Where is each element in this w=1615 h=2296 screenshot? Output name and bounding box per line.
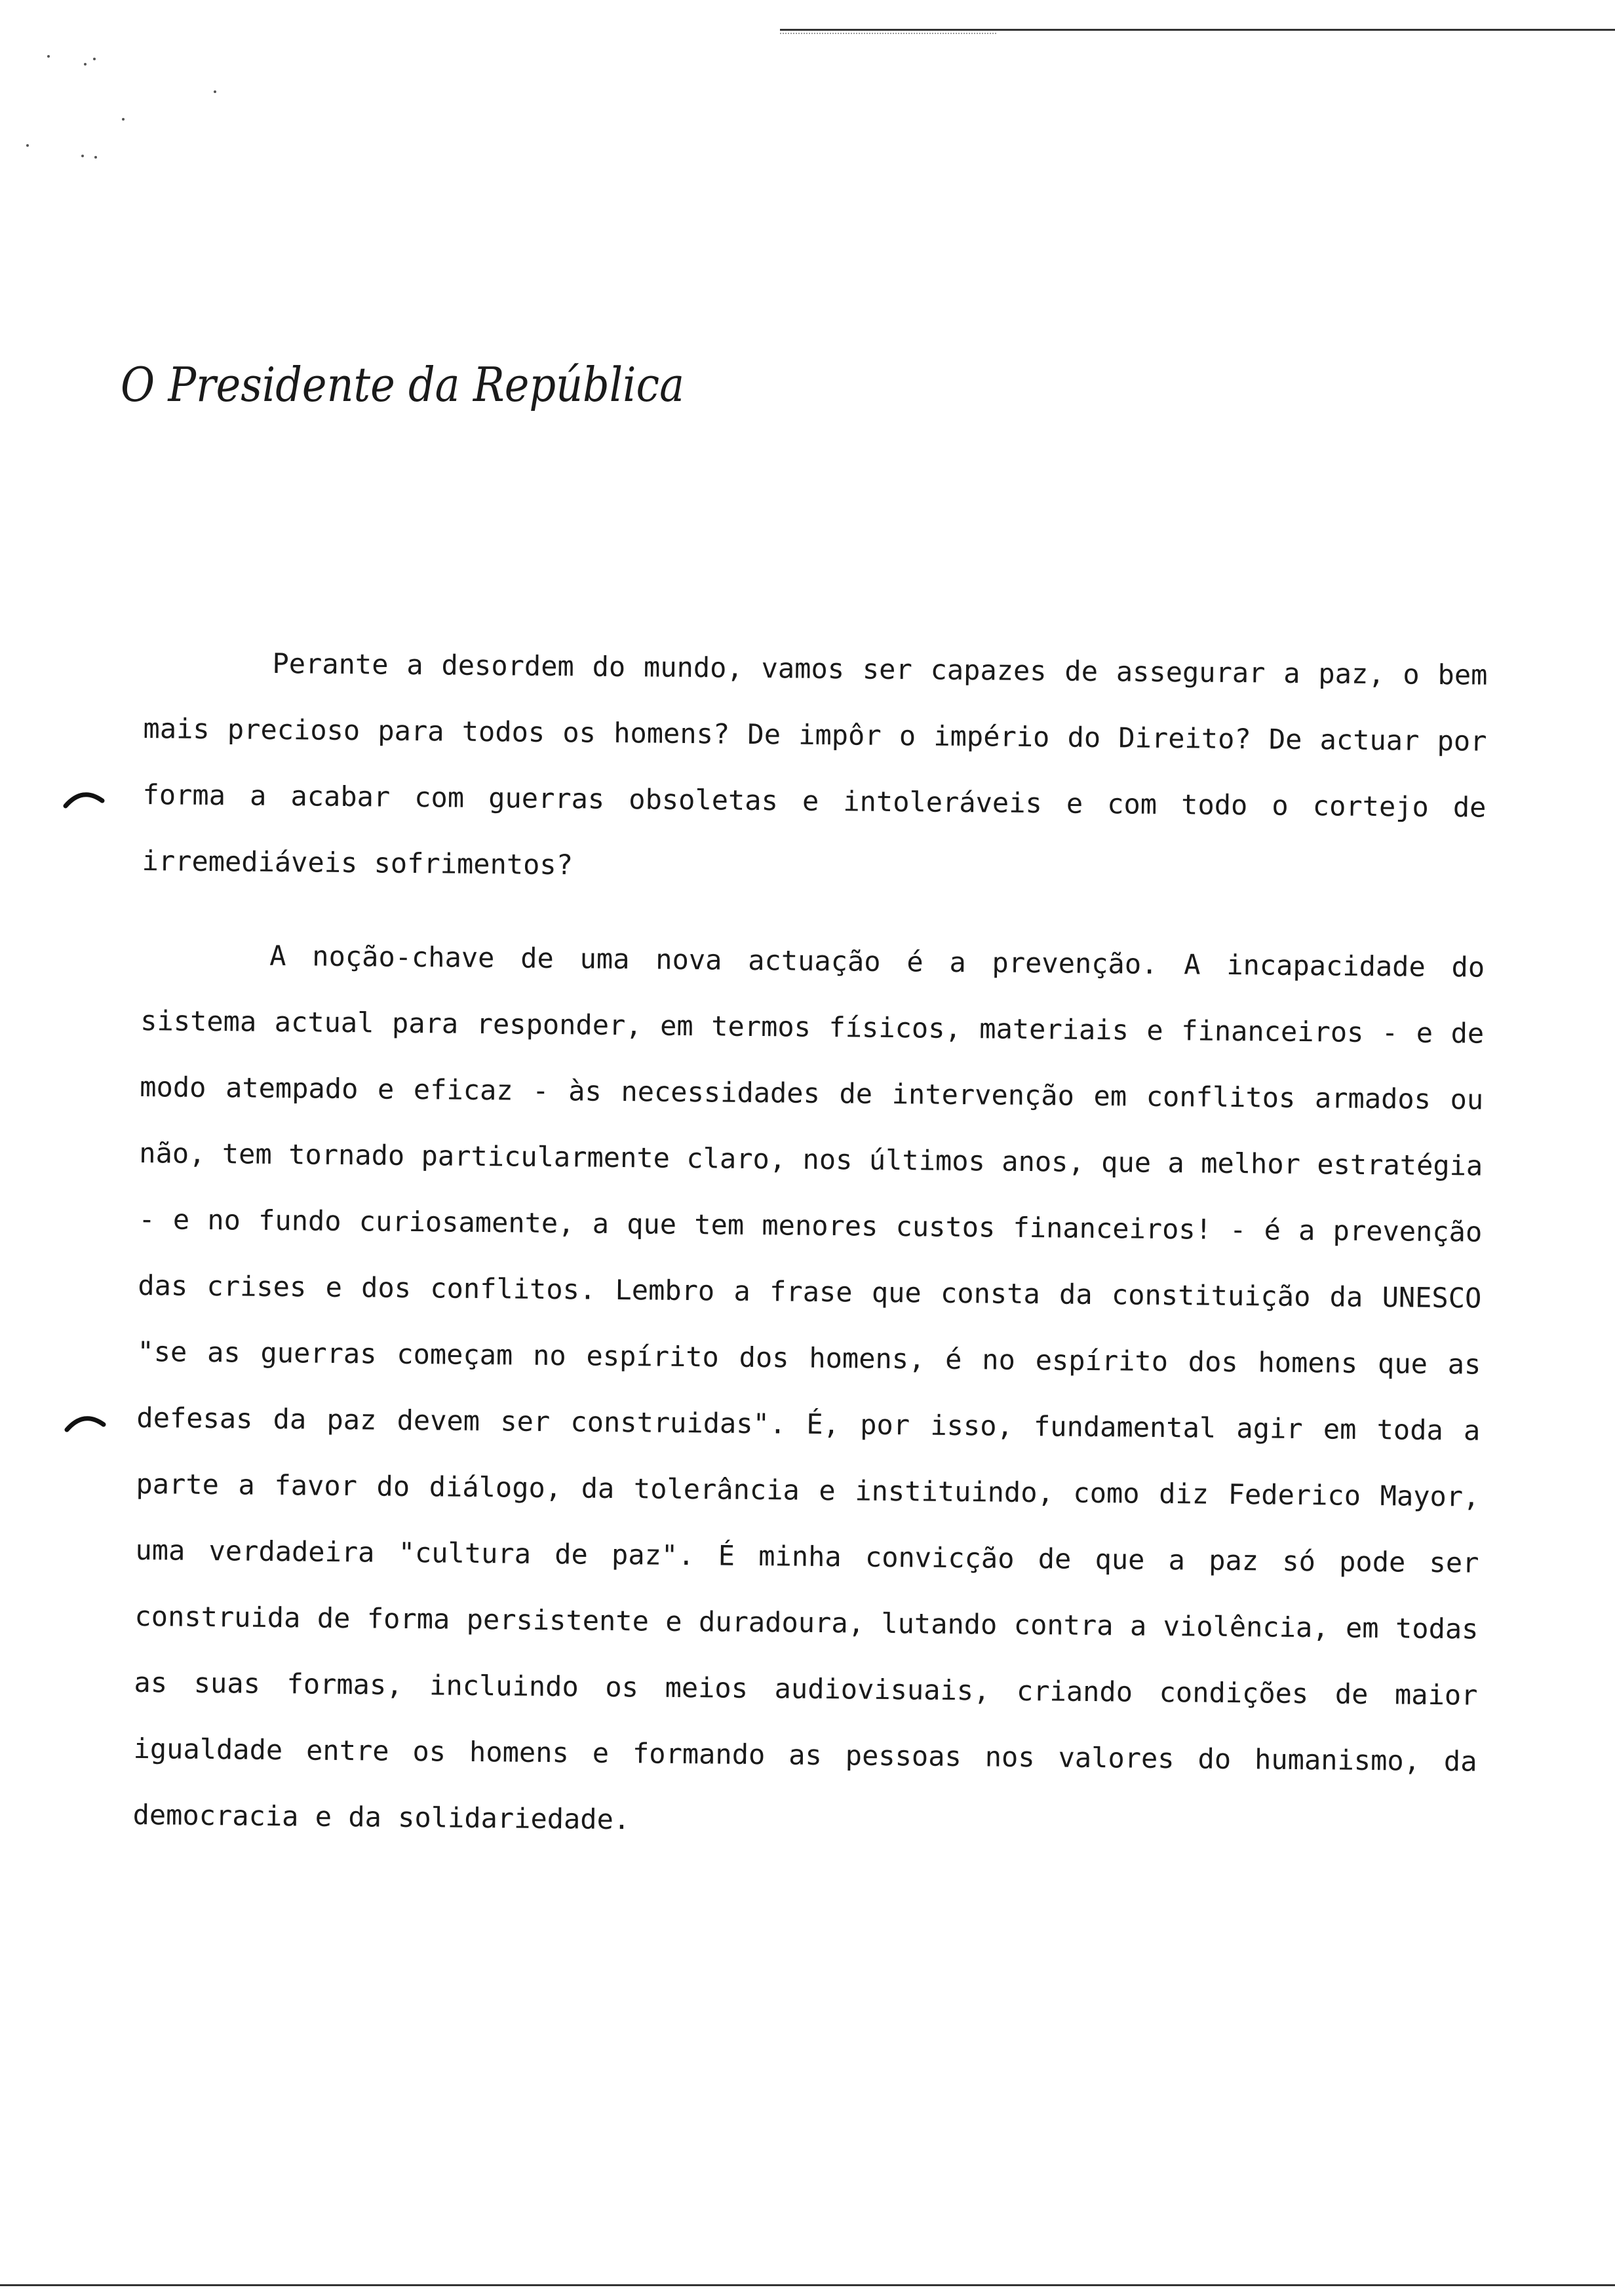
paragraph-1: Perante a desordem do mundo, vamos ser capazes de assegurar a paz, o bem mais precioso para todos os homens? De impôr o império do Direito? De actuar por forma a acabar com guerras obsoletas e intoleráveis e com todo o cortejo de irremediáveis sofrimentos? — [142, 647, 1488, 881]
top-rule — [780, 29, 1615, 31]
scan-speck — [122, 118, 125, 121]
top-rule-dotted — [780, 33, 996, 34]
letterhead-text: O Presidente da República — [121, 357, 684, 412]
scan-speck — [93, 58, 96, 60]
scan-speck — [26, 144, 29, 147]
margin-mark — [64, 1407, 106, 1434]
scan-speck — [214, 90, 216, 93]
scan-speck — [47, 55, 50, 58]
paragraph-2: A noção-chave de uma nova actuação é a prevenção. A incapacidade do sistema actual para responder, em termos físicos, materiais e financeiros - e de modo atempado e eficaz - às necessidades de intervenção em conflitos armados ou não, tem tornado particularmente claro, nos últimos anos, que a melhor estratégia - e no fundo curiosamente, a que tem menores custos financeiros! - é a prevenção das crises e dos conflitos. Lembro a frase que consta da constituição da UNESCO "se as guerras começam no espírito dos homens, é no espírito dos homens que as defesas da paz devem ser construidas". É, por isso, fundamental agir em toda a parte a favor do diálogo, da tolerância e instituindo, como diz Federico Mayor, uma verdadeira "cultura de paz". É minha convicção de que a paz só pode ser construida de forma persistente e duradoura, lutando contra a violência, em todas as suas formas, incluindo os meios audiovisuais, criando condições de maior igualdade entre os homens e formando as pessoas nos valores do humanismo, da democracia e da solidariedade. — [132, 939, 1485, 1836]
scan-speck — [81, 155, 84, 157]
scan-speck — [94, 156, 97, 159]
letterhead-title — [118, 341, 708, 426]
scan-speck — [84, 63, 87, 66]
bottom-rule — [0, 2284, 1615, 2286]
margin-mark — [63, 784, 105, 810]
letterhead-script — [118, 341, 708, 426]
letter-body — [132, 629, 1488, 1861]
